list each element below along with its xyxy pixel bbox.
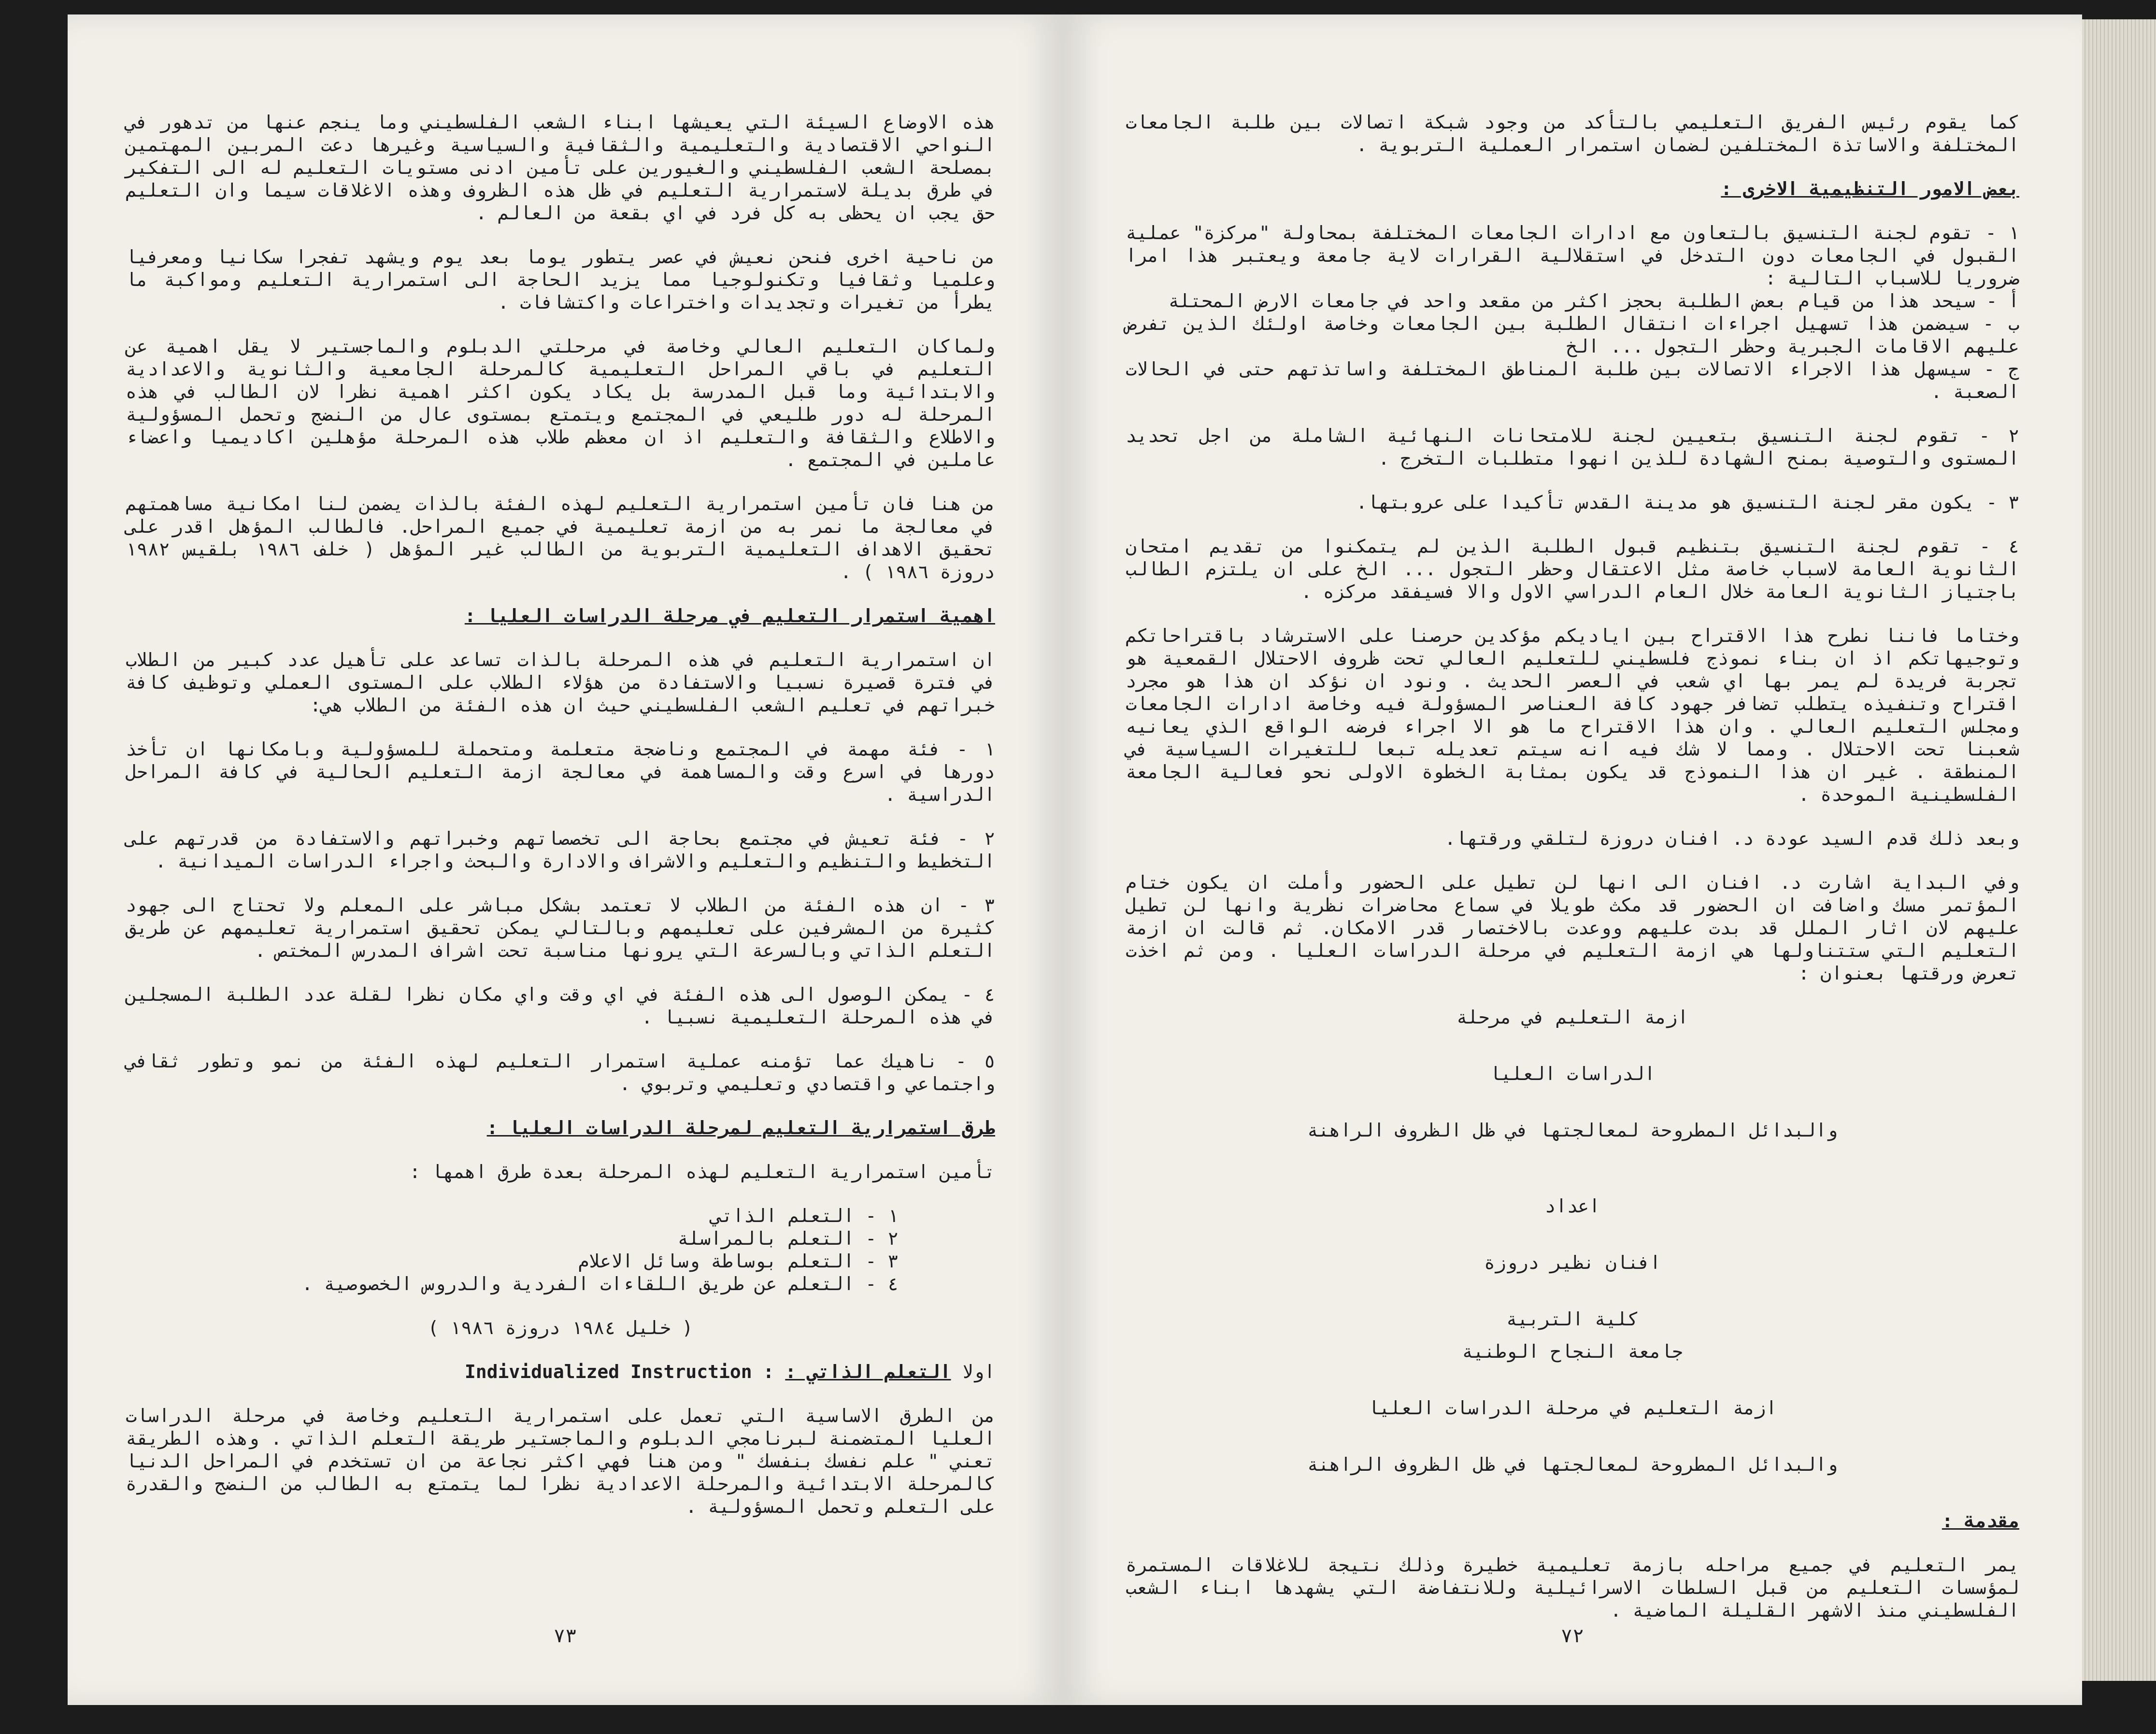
heading-english: Individualized Instruction : [464,1361,774,1382]
methods-list [126,1205,995,1295]
author-line: كلية التربية [1506,1308,1639,1330]
page-number: ٧٢ [1560,1625,1585,1647]
open-book [68,14,2156,1724]
sub-item: ب - سيضمن هذا تسهيل اجراءات انتقال الطلبة بين الجامعات وخاصة اولئك الذين تفرض عليهم الاقامات الجبرية وحظر التجول ... الخ [1126,313,2019,357]
author-line: جامعة النجاح الوطنية [1462,1341,1683,1362]
list-item: ٣ - التعلم بوساطة وسائل الاعلام [578,1251,899,1272]
section-heading: مقدمة : [1942,1510,2019,1532]
left-page-text [126,111,995,1518]
list-item: ٤ - التعلم عن طريق اللقاءات الفردية والدروس الخصوصية . [301,1273,899,1294]
list-item: ٤ - تقوم لجنة التنسيق بتنظيم قبول الطلبة الذين لم يتمكنوا من تقديم امتحان الثانوية العامة لاسباب خاصة مثل الاعتقال وحظر التجول ... الخ على ان يلتزم الطالب باجتياز الثانوية العامة خلال العام الدراسي الاول والا فسيفقد مركزه . [1126,536,2019,602]
paragraph: ان استمرارية التعليم في هذه المرحلة بالذات تساعد على تأهيل عدد كبير من الطلاب في فترة قصيرة نسبيا والاستفادة من هؤلاء الطلاب على المستوى العملي وتوظيف كافة خبراتهم في تعليم الشعب الفلسطيني حيث ان هذه الفئة من الطلاب هي: [126,649,995,716]
author-line: والبدائل المطروحة لمعالجتها في ظل الظروف الراهنة [1307,1454,1838,1475]
sub-item: ج - سيسهل هذا الاجراء الاتصالات بين طلبة المناطق المختلفة واساتذتهم حتى في الحالات الصعبة . [1126,358,2019,402]
paragraph: من هنا فان تأمين استمرارية التعليم لهذه الفئة بالذات يضمن لنا امكانية مساهمتهم في معالجة ما نمر به من ازمة تعليمية في جميع المراحل. فالطالب المؤهل اقدر على تحقيق الاهداف التعليمية التربوية من الطالب غير المؤهل ( خلف ١٩٨٦ بلقيس ١٩٨٢ دروزة ١٩٨٦ ) . [126,493,995,583]
section-heading: اهمية استمرار التعليم في مرحلة الدراسات العليا : [464,605,995,626]
left-page [68,14,1063,1705]
transition-line: وبعد ذلك قدم السيد عودة د. افنان دروزة لتلقي ورقتها. [1444,828,2019,849]
list-item: ١ - فئة مهمة في المجتمع وناضجة متعلمة ومتحملة للمسؤولية وبامكانها ان تأخذ دورها في اسرع وقت والمساهمة في معالجة ازمة التعليم الحالية في كافة المراحل الدراسية . [126,739,995,805]
list-item: ٤ - يمكن الوصول الى هذه الفئة في اي وقت واي مكان نظرا لقلة عدد الطلبة المسجلين في هذه المرحلة التعليمية نسبيا . [126,984,995,1028]
title-line: والبدائل المطروحة لمعالجتها في ظل الظروف الراهنة [1307,1120,1838,1141]
paragraph: يمر التعليم في جميع مراحله بازمة تعليمية خطيرة وذلك نتيجة للاغلاقات المستمرة لمؤسسات التعليم من قبل السلطات الاسرائيلية وللانتفاضة التي يشهدها ابناء الشعب الفلسطيني منذ الاشهر القليلة الماضية . [1126,1554,2019,1621]
list-item: ٣ - يكون مقر لجنة التنسيق هو مدينة القدس تأكيدا على عروبتها. [1356,492,2019,513]
section-heading: طرق استمرارية التعليم لمرحلة الدراسات العليا : [486,1117,995,1138]
list-item: ١ - تقوم لجنة التنسيق بالتعاون مع ادارات الجامعات المختلفة بمحاولة "مركزة" عملية القبول في الجامعات دون التدخل في استقلالية القرارات لاية جامعة ويعتبر هذا امرا ضروريا للاسباب التالية : [1126,222,2019,289]
paragraph: هذه الاوضاع السيئة التي يعيشها ابناء الشعب الفلسطيني وما ينجم عنها من تدهور في النواحي الاقتصادية والتعليمية والثقافية والسياسية وغيرها دعت المربين المهتمين بمصلحة الشعب الفلسطيني والغيورين على تأمين ادنى مستويات التعليم له الى التفكير في طرق بديلة لاستمرارية التعليم في ظل هذه الظروف وهذه الاغلاقات سيما وان التعليم حق يجب ان يحظى به كل فرد في اي بقعة من العالم . [126,112,995,224]
author-line: افنان نظير دروزة [1484,1252,1661,1273]
paragraph: من الطرق الاساسية التي تعمل على استمرارية التعليم وخاصة في مرحلة الدراسات العليا المتضمنة لبرنامجي الدبلوم والماجستير طريقة التعلم الذاتي . وهذه الطريقة تعني " علم نفسك بنفسك " ومن هنا فهي اكثر نجاعة من ان تستخدم في المراحل الدنيا كالمرحلة الابتدائية والمرحلة الاعدادية نظرا لما يتمتع به الطالب من النضج والقدرة على التعلم وتحمل المسؤولية . [126,1405,995,1517]
author-line: اعداد [1544,1195,1600,1217]
list-item: ٢ - فئة تعيش في مجتمع بحاجة الى تخصصاتهم وخبراتهم والاستفادة من قدرتهم على التخطيط والتنظيم والتعليم والاشراف والادارة والبحث واجراء الدراسات الميدانية . [126,828,995,872]
citation: ( خليل ١٩٨٤ دروزة ١٩٨٦ ) [428,1317,693,1338]
list-item: ٢ - تقوم لجنة التنسيق بتعيين لجنة للامتحانات النهائية الشاملة من اجل تحديد المستوى والتوصية بمنح الشهادة للذين انهوا متطلبات التخرج . [1126,425,2019,469]
author-line: ازمة التعليم في مرحلة الدراسات العليا [1368,1397,1777,1419]
subsection-heading [126,1361,995,1383]
paragraph: كما يقوم رئيس الفريق التعليمي بالتأكد من وجود شبكة اتصالات بين طلبة الجامعات المختلفة والاساتذة المختلفين لضمان استمرار العملية التربوية . [1126,112,2019,156]
right-page-text [1126,111,2019,1622]
section-heading: بعض الامور التنظيمية الاخرى : [1721,178,2019,199]
right-page [1063,14,2082,1705]
sub-item: أ - سيحد هذا من قيام بعض الطلبة بحجز اكثر من مقعد واحد في جامعات الارض المحتلة [1168,290,2019,312]
heading-arabic: التعلم الذاتي : [785,1361,951,1382]
page-number: ٧٣ [553,1625,577,1647]
paragraph: وختاما فاننا نطرح هذا الاقتراح بين اياديكم مؤكدين حرصنا على الاسترشاد باقتراحاتكم وتوجيهاتكم اذ ان بناء نموذج فلسطيني للتعليم العالي تحت ظروف الاحتلال القمعية هو تجربة فريدة لم يمر بها اي شعب في العصر الحديث . ونود ان نؤكد ان هذا هو مجرد اقتراح وتنفيذه يتطلب تضافر جهود كافة العناصر المسؤولة فيه وخاصة ادارات الجامعات ومجلس التعليم العالي . وان هذا الاقتراح ما هو الا اجراء فرضه الواقع الذي يعانيه شعبنا تحت الاحتلال . ومما لا شك فيه انه سيتم تعديله تبعا للتغيرات السياسية في المنطقة . غير ان هذا النموذج قد يكون بمثابة الخطوة الاولى نحو فعالية الجامعة الفلسطينية الموحدة . [1126,625,2019,805]
title-line: ازمة التعليم في مرحلة [1456,1007,1689,1028]
list-item: ٥ - ناهيك عما تؤمنه عملية استمرار التعليم لهذه الفئة من نمو وتطور ثقافي واجتماعي واقتصادي وتعليمي وتربوي . [126,1051,995,1094]
paragraph: ولماكان التعليم العالي وخاصة في مرحلتي الدبلوم والماجستير لا يقل اهمية عن التعليم في باقي المراحل التعليمية كالمرحلة الجامعية والثانوية والاعدادية والابتدائية وما قبل المدرسة بل يكاد يكون اكثر اهمية نظرا لان الطالب في هذه المرحلة له دور طليعي في المجتمع ويتمتع بمستوى عال من النضج وتحمل المسؤولية والاطلاع والثقافة والتعليم اذ ان معظم طلاب هذه المرحلة مؤهلين اكاديميا واعضاء عاملين في المجتمع . [126,336,995,470]
paragraph: من ناحية اخرى فنحن نعيش في عصر يتطور يوما بعد يوم ويشهد تفجرا سكانيا ومعرفيا وعلميا وثقافيا وتكنولوجيا مما يزيد الحاجة الى استمرارية التعليم ومواكبة ما يطرأ من تغيرات وتجديدات واختراعات واكتشافات . [126,246,995,313]
page-edges [2082,19,2156,1681]
list-item: ٣ - ان هذه الفئة من الطلاب لا تعتمد بشكل مباشر على المعلم ولا تحتاج الى جهود كثيرة من المشرفين على تعليمهم وبالتالي يمكن تحقيق استمرارية تعليمهم عن طريق التعلم الذاتي وبالسرعة التي يرونها مناسبة تحت اشراف المدرس المختص . [126,895,995,961]
heading-prefix: اولا [962,1361,995,1382]
title-line: الدراسات العليا [1489,1063,1656,1084]
list-item: ١ - التعلم الذاتي [711,1205,899,1226]
paragraph: وفي البداية اشارت د. افنان الى انها لن تطيل على الحضور وأملت ان يكون ختام المؤتمر مسك واضافت ان الحضور قد مكث طويلا في سماع محاضرات نظرية وانها لن تطيل عليهم لان اثار الملل قد بدت عليهم ووعدت بالاختصار قدر الامكان. ثم قالت ان ازمة التعليم التي ستتناولها هي ازمة التعليم في مرحلة الدراسات العليا . ومن ثم اخذت تعرض ورقتها بعنوان : [1126,872,2019,984]
paragraph: تأمين استمرارية التعليم لهذه المرحلة بعدة طرق اهمها : [409,1161,995,1182]
list-item: ٢ - التعلم بالمراسلة [677,1228,899,1249]
